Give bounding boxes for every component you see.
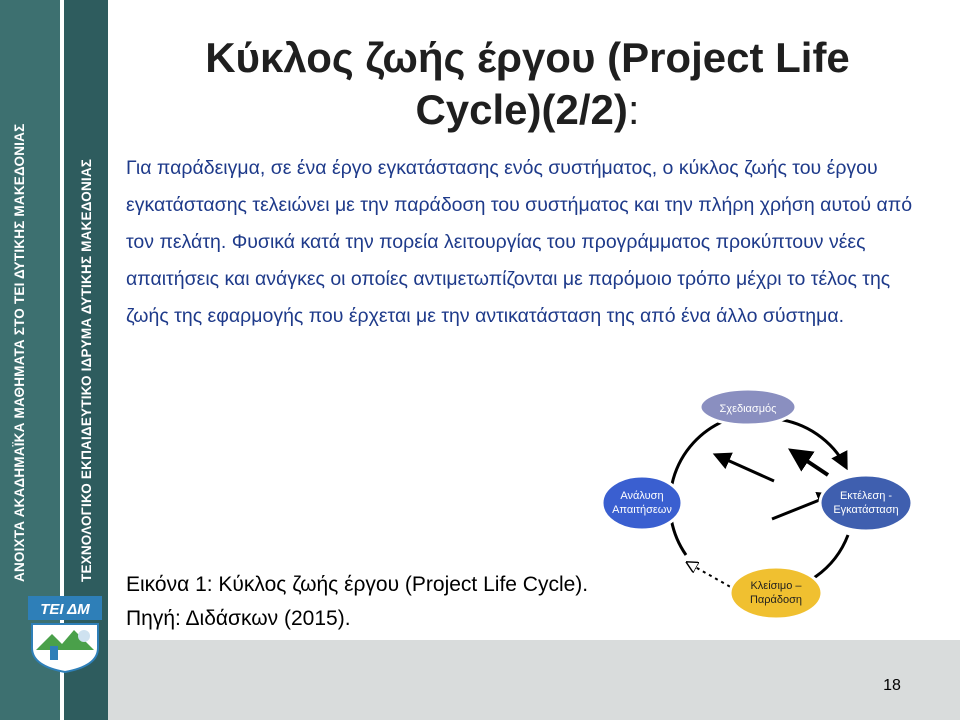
tei-logo: [24, 590, 106, 674]
page-number: 18: [883, 677, 901, 694]
svg-text:Ανάλυση: Ανάλυση: [620, 490, 664, 502]
node-closure: [730, 567, 822, 619]
svg-text:Παράδοση: Παράδοση: [749, 594, 803, 606]
svg-text:Εκτέλεση -: Εκτέλεση -: [839, 490, 893, 502]
node-analysis: [602, 476, 682, 530]
footer-bar: [108, 640, 960, 720]
caption-line-1: Εικόνα 1: Κύκλος ζωής έργου (Project Life Cycle).: [126, 573, 589, 596]
node-execution: [820, 475, 912, 531]
node-planning: [700, 389, 796, 425]
svg-text:Απαιτήσεων: Απαιτήσεων: [612, 504, 672, 516]
sidebar-vertical-text-2: ΤΕΧΝΟΛΟΓΙΚΟ ΕΚΠΑΙΔΕΥΤΙΚΟ ΙΔΡΥΜΑ ΔΥΤΙΚΗΣ ΜΑΚΕΔΟΝΙΑΣ: [79, 158, 94, 582]
caption-line-2: Πηγή: Διδάσκων (2015).: [126, 607, 351, 630]
svg-text:Εγκατάσταση: Εγκατάσταση: [833, 504, 899, 516]
svg-text:Σχεδιασμός: Σχεδιασμός: [719, 403, 777, 415]
logo-text: ΤΕΙ ΔΜ: [40, 601, 90, 618]
svg-text:Κλείσιμο –: Κλείσιμο –: [750, 580, 802, 592]
title-line-1: Κύκλος ζωής έργου (Project Life: [205, 34, 850, 81]
title-line-2: Cycle)(2/2): [415, 86, 628, 133]
title-colon: :: [627, 86, 640, 133]
sidebar-vertical-text-1: ΑΝΟΙΧΤΑ ΑΚΑΔΗΜΑΪΚΑ ΜΑΘΗΜΑΤΑ ΣΤΟ ΤΕΙ ΔΥΤΙΚΗΣ ΜΑΚΕΔΟΝΙΑΣ: [12, 123, 27, 582]
slide-title: [115, 32, 940, 136]
slide-body-text: Για παράδειγμα, σε ένα έργο εγκατάστασης ενός συστήματος, ο κύκλος ζωής του έργου εγκατάστασης τελειώνει με την παράδοση του συστήματος και την πλήρη χρήση αυτού από τον πελάτη. Φυσικά κατά την πορεία λειτουργίας του προγράμματος προκύπτουν νέες απαιτήσεις και ανάγκες οι οποίες αντιμετωπίζονται με παρόμοιο τρόπο μέχρι το τέλος της ζωής της εφαρμογής που έρχεται με την αντικατάσταση της από ένα άλλο σύστημα.: [126, 157, 913, 327]
figure-caption: [126, 568, 686, 636]
